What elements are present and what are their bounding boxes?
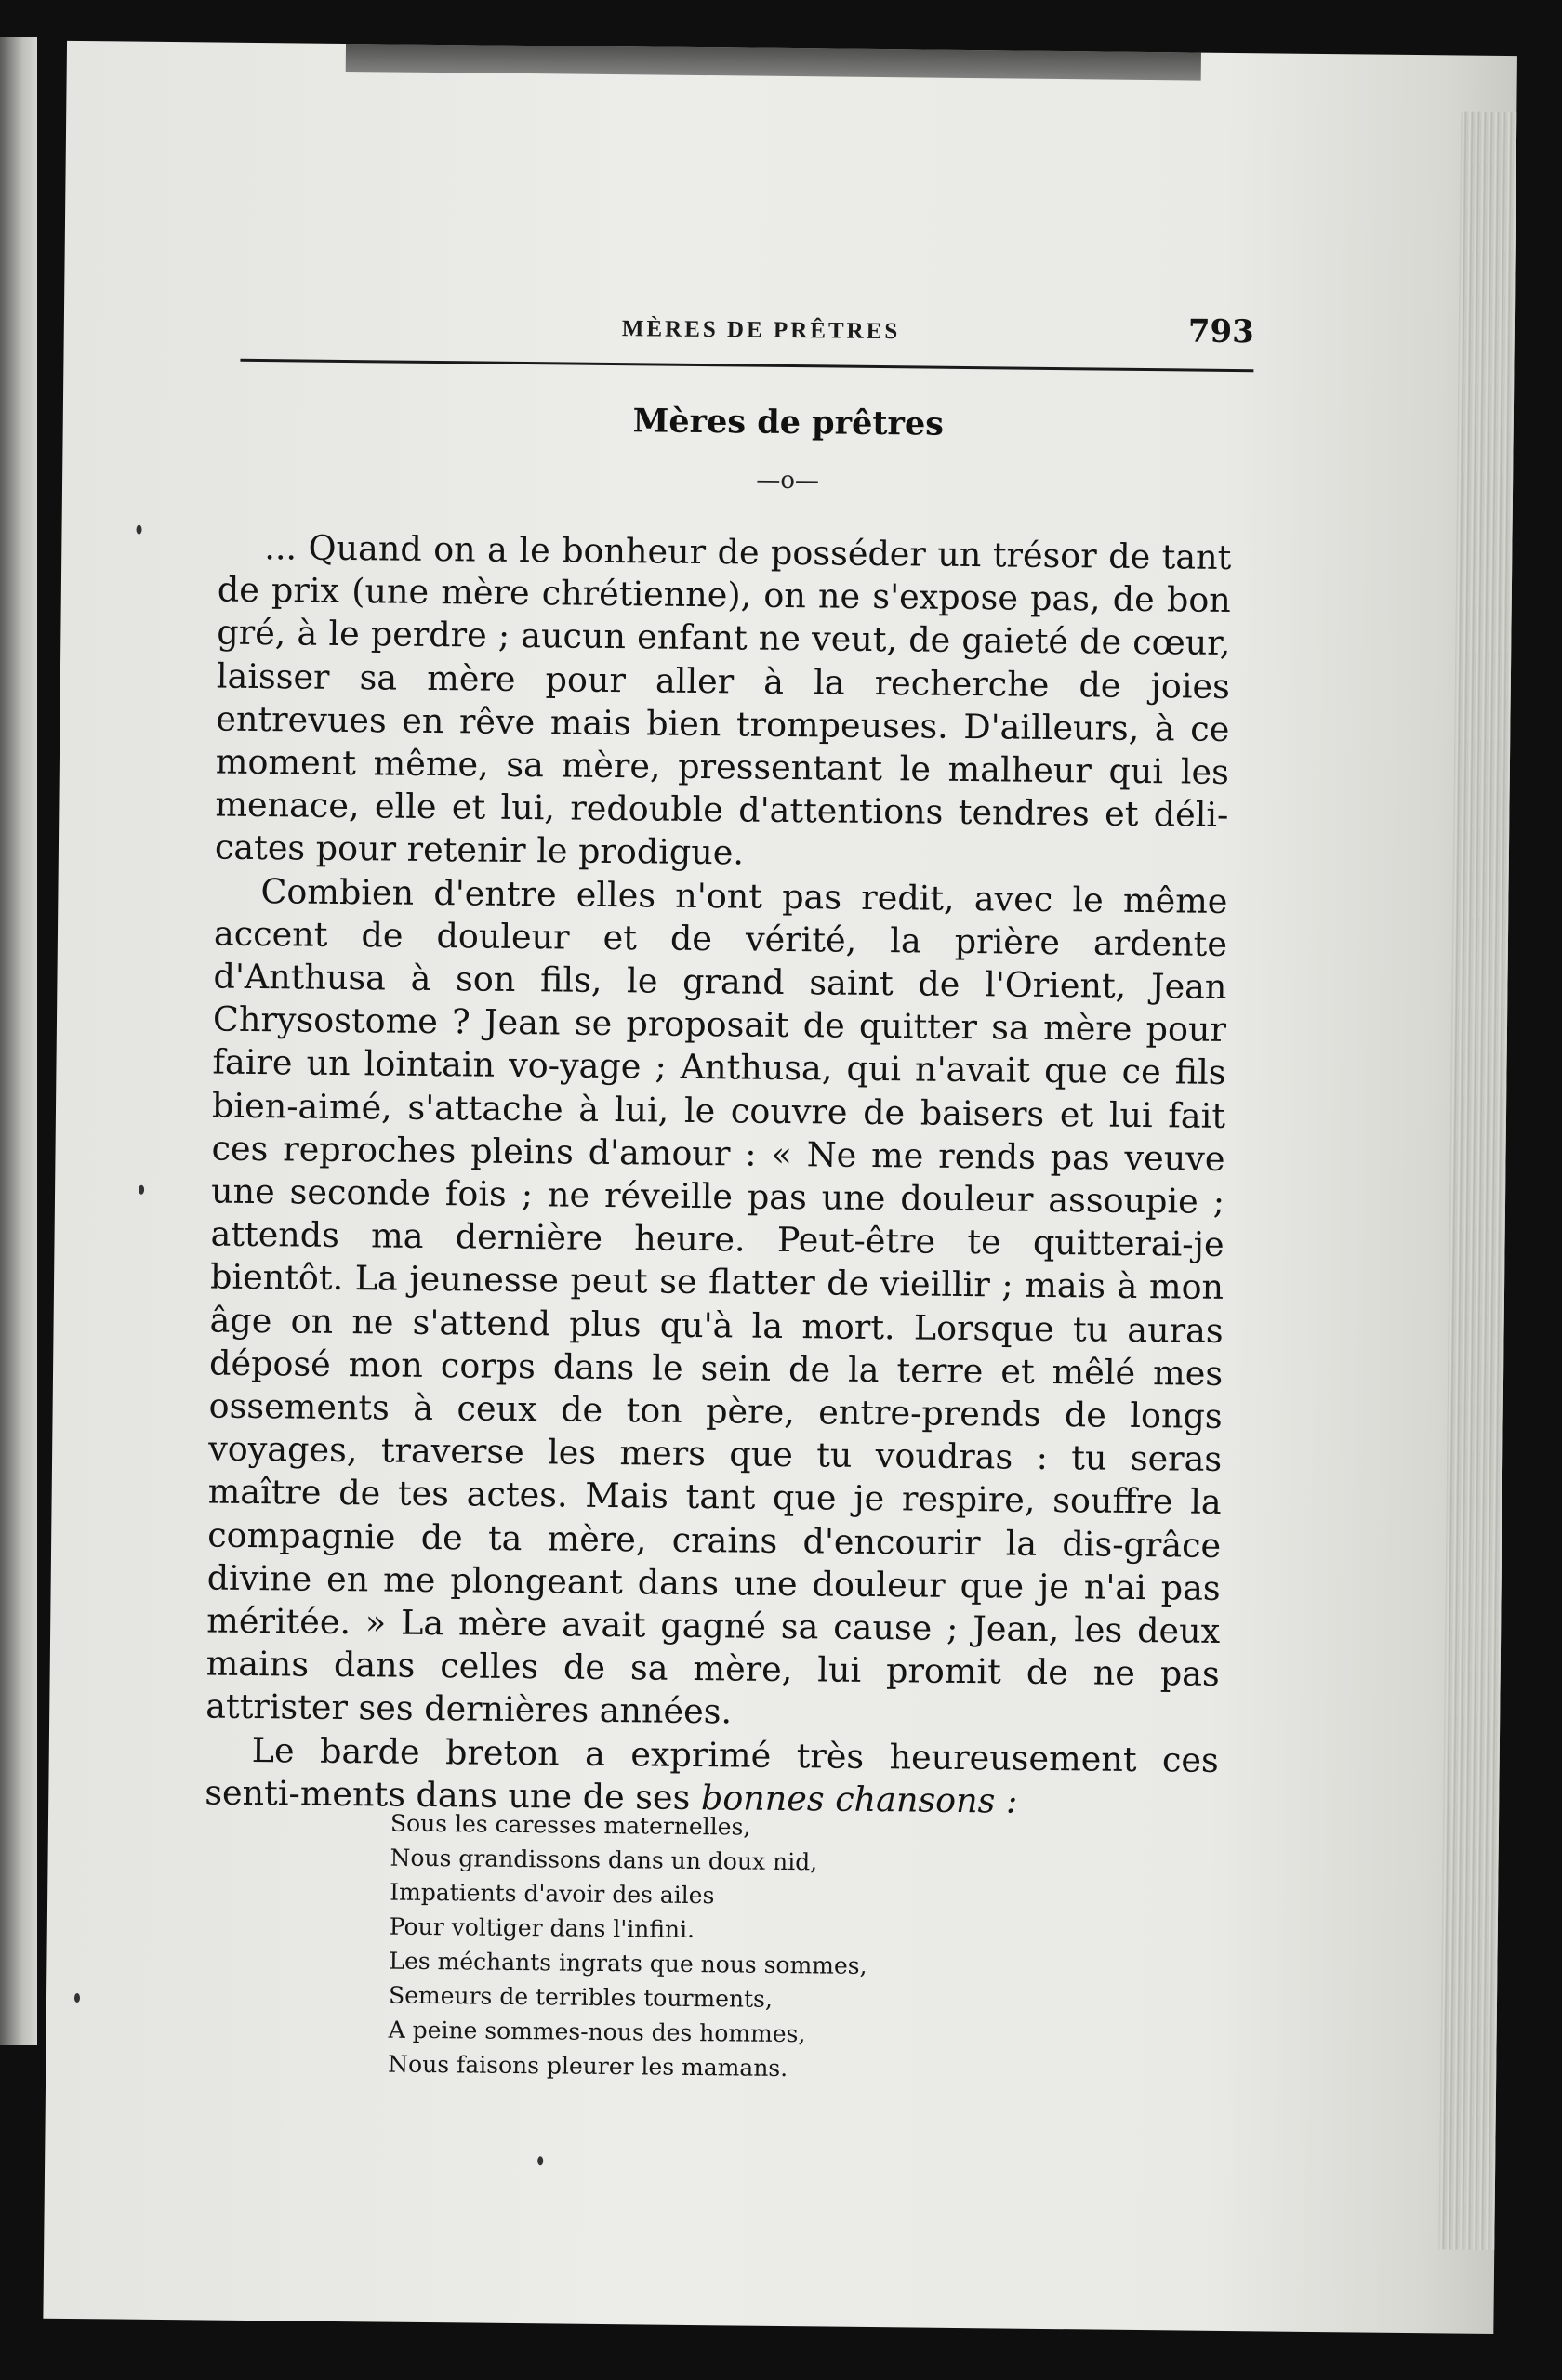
running-title: MÈRES DE PRÊTRES [621,316,901,345]
page-number: 793 [1187,312,1255,351]
running-header [240,294,1254,372]
poem-line: Les méchants ingrats que nous sommes, [389,1947,867,1979]
title-separator: —o— [756,466,820,496]
poem-line: Nous faisons pleurer les mamans. [388,2050,788,2082]
italic-title: bonnes chansons : [700,1777,1018,1821]
dust-speck [537,2156,543,2165]
poem-line: A peine sommes-nous des hommes, [388,2016,806,2048]
paragraph-text: Le barde breton a exprimé très heureusement ces senti-ments dans une de ses [205,1729,1219,1818]
article-body [205,526,1231,1825]
poem-line: Nous grandissons dans un doux nid, [390,1844,818,1876]
poem-line: Impatients d'avoir des ailes [390,1878,715,1910]
poem-line: Sous les caresses maternelles, [390,1809,751,1841]
dust-speck [136,525,141,535]
paragraph: Combien d'entre elles n'ont pas redit, avec le même accent de douleur et de vérité, la prière ardente d'Anthusa à son fils, le grand saint de l'Orient, Jean Chrysostome ? Jean se proposait de quitter sa mère pour faire un lointain vo-yage ; Anthusa, qui n'avait que ce fils bien-aimé, s'attache à lui, le couvre de baisers et lui fait ces reproches pleins d'amour : « Ne me rends pas veuve une seconde fois ; ne réveille pas une douleur assoupie ; attends ma dernière heure. Peut-être te quitterai-je bientôt. La jeunesse peut se flatter de vieillir ; mais à mon âge on ne s'attend plus qu'à la mort. Lorsque tu auras déposé mon corps dans le sein de la terre et mêlé mes ossements à ceux de ton père, entre-prends de longs voyages, traverse les mers que tu voudras : tu seras maître de tes actes. Mais tant que je respire, souffre la compagnie de ta mère, crains d'encourir la dis-grâce divine en me plongeant dans une douleur que je n'ai pas méritée. » La mère avait gagné sa cause ; Jean, les deux mains dans celles de sa mère, lui promit de ne pas attrister ses dernières années. [205,870,1228,1732]
dust-speck [74,1993,80,2003]
article-title: Mères de prêtres [632,402,945,443]
poem-line: Pour voltiger dans l'infini. [389,1912,695,1944]
dust-speck [139,1185,144,1195]
book-page [43,41,1517,2334]
paragraph: ... Quand on a le bonheur de posséder un trésor de tant de prix (une mère chrétienne), on ne s'expose pas, de bon gré, à le perdre ; aucun enfant ne veut, de gaieté de cœur, laisser sa mère pour aller à la recherche de joies entrevues en rêve mais bien trompeuses. D'ailleurs, à ce moment même, sa mère, pressentant le malheur qui les menace, elle et lui, redouble d'attentions tendres et déli-cates pour retenir le prodigue. [214,527,1232,873]
poem [388,1806,868,2086]
scan-shadow [346,44,1201,81]
adjacent-page-edge [0,37,37,2045]
poem-line: Semeurs de terribles tourments, [388,1981,774,2013]
